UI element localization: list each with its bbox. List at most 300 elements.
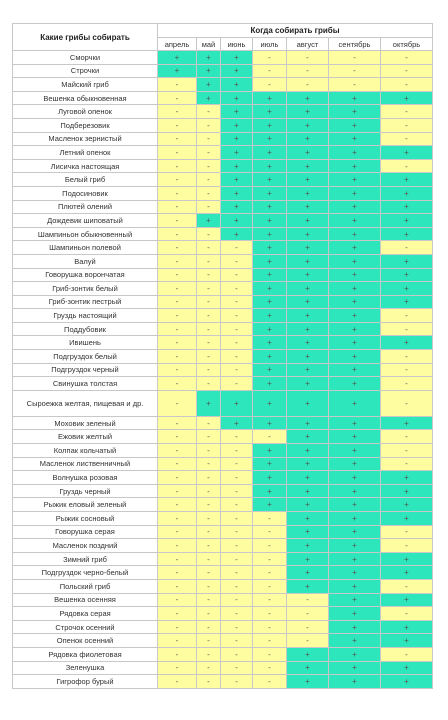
season-yes-cell: + — [329, 146, 381, 160]
season-no-cell: - — [197, 350, 221, 364]
table-row — [13, 607, 433, 621]
season-yes-cell: + — [253, 377, 287, 391]
season-no-cell: - — [158, 146, 197, 160]
season-yes-cell: + — [329, 363, 381, 377]
header-mushroom-name: Какие грибы собирать — [13, 24, 158, 51]
season-yes-cell: + — [287, 118, 329, 132]
season-no-cell: - — [197, 186, 221, 200]
season-yes-cell: + — [329, 132, 381, 146]
season-yes-cell: + — [329, 390, 381, 416]
table-row — [13, 146, 433, 160]
table-row — [13, 350, 433, 364]
season-no-cell: - — [287, 78, 329, 92]
season-no-cell: - — [197, 282, 221, 296]
season-no-cell: - — [329, 64, 381, 78]
season-yes-cell: + — [329, 336, 381, 350]
season-no-cell: - — [197, 254, 221, 268]
season-yes-cell: + — [329, 620, 381, 634]
table-row — [13, 241, 433, 255]
season-no-cell: - — [197, 295, 221, 309]
season-yes-cell: + — [287, 105, 329, 119]
season-yes-cell: + — [253, 159, 287, 173]
season-no-cell: - — [197, 552, 221, 566]
season-yes-cell: + — [287, 498, 329, 512]
mushroom-name: Рыжик еловый зеленый — [13, 498, 158, 512]
mushroom-name: Груздь черный — [13, 484, 158, 498]
season-no-cell: - — [158, 322, 197, 336]
season-yes-cell: + — [287, 268, 329, 282]
season-yes-cell: + — [381, 146, 433, 160]
season-no-cell: - — [381, 444, 433, 458]
season-yes-cell: + — [221, 146, 253, 160]
season-yes-cell: + — [329, 105, 381, 119]
mushroom-name: Подгруздок черный — [13, 363, 158, 377]
season-no-cell: - — [158, 552, 197, 566]
season-no-cell: - — [197, 634, 221, 648]
season-no-cell: - — [197, 200, 221, 214]
season-no-cell: - — [253, 634, 287, 648]
mushroom-name: Волнушка розовая — [13, 471, 158, 485]
season-no-cell: - — [287, 634, 329, 648]
season-yes-cell: + — [329, 634, 381, 648]
season-no-cell: - — [253, 579, 287, 593]
season-no-cell: - — [253, 525, 287, 539]
season-yes-cell: + — [329, 593, 381, 607]
season-no-cell: - — [158, 675, 197, 689]
table-body — [13, 51, 433, 689]
season-no-cell: - — [221, 647, 253, 661]
mushroom-name: Луговой опенок — [13, 105, 158, 119]
season-no-cell: - — [158, 159, 197, 173]
season-yes-cell: + — [253, 390, 287, 416]
season-yes-cell: + — [221, 416, 253, 430]
season-yes-cell: + — [221, 64, 253, 78]
season-yes-cell: + — [287, 457, 329, 471]
season-yes-cell: + — [253, 350, 287, 364]
season-yes-cell: + — [329, 416, 381, 430]
table-row — [13, 64, 433, 78]
mushroom-name: Подберезовик — [13, 118, 158, 132]
season-yes-cell: + — [158, 64, 197, 78]
season-no-cell: - — [221, 282, 253, 296]
season-yes-cell: + — [197, 64, 221, 78]
table-row — [13, 579, 433, 593]
season-yes-cell: + — [329, 647, 381, 661]
season-no-cell: - — [253, 647, 287, 661]
season-no-cell: - — [253, 675, 287, 689]
mushroom-name: Сморчки — [13, 51, 158, 65]
mushroom-name: Белый гриб — [13, 173, 158, 187]
season-no-cell: - — [381, 430, 433, 444]
mushroom-calendar — [12, 23, 432, 689]
season-no-cell: - — [197, 430, 221, 444]
month-header: август — [287, 38, 329, 51]
season-yes-cell: + — [253, 200, 287, 214]
table-row — [13, 282, 433, 296]
month-header: сентябрь — [329, 38, 381, 51]
season-no-cell: - — [253, 661, 287, 675]
season-yes-cell: + — [329, 241, 381, 255]
mushroom-name: Летний опенок — [13, 146, 158, 160]
season-yes-cell: + — [381, 227, 433, 241]
season-no-cell: - — [158, 200, 197, 214]
table-row — [13, 675, 433, 689]
season-no-cell: - — [221, 322, 253, 336]
season-yes-cell: + — [221, 390, 253, 416]
season-yes-cell: + — [253, 498, 287, 512]
season-no-cell: - — [221, 675, 253, 689]
season-yes-cell: + — [287, 444, 329, 458]
season-no-cell: - — [158, 363, 197, 377]
season-no-cell: - — [221, 268, 253, 282]
season-yes-cell: + — [329, 566, 381, 580]
season-no-cell: - — [287, 593, 329, 607]
table-row — [13, 105, 433, 119]
table-row — [13, 552, 433, 566]
mushroom-name: Говорушка ворончатая — [13, 268, 158, 282]
season-no-cell: - — [381, 51, 433, 65]
season-yes-cell: + — [197, 91, 221, 105]
season-no-cell: - — [158, 227, 197, 241]
season-no-cell: - — [381, 457, 433, 471]
season-yes-cell: + — [381, 282, 433, 296]
season-no-cell: - — [253, 64, 287, 78]
season-yes-cell: + — [329, 254, 381, 268]
table-row — [13, 268, 433, 282]
season-yes-cell: + — [253, 471, 287, 485]
season-yes-cell: + — [329, 525, 381, 539]
season-no-cell: - — [158, 539, 197, 553]
mushroom-name: Свинушка толстая — [13, 377, 158, 391]
season-no-cell: - — [197, 647, 221, 661]
season-no-cell: - — [197, 498, 221, 512]
season-yes-cell: + — [329, 675, 381, 689]
season-yes-cell: + — [381, 593, 433, 607]
season-no-cell: - — [158, 647, 197, 661]
table-row — [13, 309, 433, 323]
season-no-cell: - — [197, 132, 221, 146]
season-yes-cell: + — [221, 51, 253, 65]
season-no-cell: - — [158, 132, 197, 146]
season-yes-cell: + — [221, 105, 253, 119]
season-yes-cell: + — [287, 579, 329, 593]
mushroom-name: Шампиньон обыкновенный — [13, 227, 158, 241]
season-no-cell: - — [221, 634, 253, 648]
season-no-cell: - — [221, 539, 253, 553]
mushroom-name: Плютей олений — [13, 200, 158, 214]
season-yes-cell: + — [381, 336, 433, 350]
season-no-cell: - — [381, 159, 433, 173]
season-yes-cell: + — [197, 390, 221, 416]
season-no-cell: - — [221, 295, 253, 309]
season-no-cell: - — [197, 471, 221, 485]
mushroom-name: Ежовик желтый — [13, 430, 158, 444]
season-yes-cell: + — [197, 78, 221, 92]
season-yes-cell: + — [221, 200, 253, 214]
season-no-cell: - — [158, 512, 197, 526]
season-no-cell: - — [197, 146, 221, 160]
season-no-cell: - — [158, 295, 197, 309]
season-no-cell: - — [158, 91, 197, 105]
season-yes-cell: + — [381, 661, 433, 675]
season-no-cell: - — [253, 566, 287, 580]
season-yes-cell: + — [287, 675, 329, 689]
season-yes-cell: + — [253, 322, 287, 336]
season-yes-cell: + — [287, 186, 329, 200]
mushroom-name: Дождевик шиповатый — [13, 214, 158, 228]
season-no-cell: - — [253, 512, 287, 526]
season-yes-cell: + — [287, 377, 329, 391]
season-no-cell: - — [221, 566, 253, 580]
season-yes-cell: + — [287, 539, 329, 553]
season-no-cell: - — [158, 457, 197, 471]
season-no-cell: - — [158, 241, 197, 255]
season-yes-cell: + — [329, 186, 381, 200]
season-yes-cell: + — [287, 173, 329, 187]
mushroom-table — [12, 23, 433, 689]
season-yes-cell: + — [329, 512, 381, 526]
season-yes-cell: + — [329, 309, 381, 323]
season-yes-cell: + — [287, 566, 329, 580]
season-yes-cell: + — [381, 512, 433, 526]
table-row — [13, 200, 433, 214]
mushroom-name: Сыроежка желтая, пищевая и др. — [13, 390, 158, 416]
season-yes-cell: + — [253, 241, 287, 255]
table-row — [13, 363, 433, 377]
mushroom-name: Рядовка серая — [13, 607, 158, 621]
season-yes-cell: + — [329, 322, 381, 336]
season-no-cell: - — [381, 607, 433, 621]
season-yes-cell: + — [253, 457, 287, 471]
season-yes-cell: + — [253, 484, 287, 498]
season-no-cell: - — [381, 363, 433, 377]
season-yes-cell: + — [381, 471, 433, 485]
season-no-cell: - — [381, 105, 433, 119]
season-no-cell: - — [381, 322, 433, 336]
table-row — [13, 91, 433, 105]
season-no-cell: - — [158, 214, 197, 228]
table-row — [13, 295, 433, 309]
season-yes-cell: + — [221, 214, 253, 228]
season-no-cell: - — [158, 78, 197, 92]
season-no-cell: - — [158, 254, 197, 268]
mushroom-name: Колпак кольчатый — [13, 444, 158, 458]
season-yes-cell: + — [253, 173, 287, 187]
season-no-cell: - — [221, 471, 253, 485]
season-no-cell: - — [158, 350, 197, 364]
season-yes-cell: + — [381, 173, 433, 187]
season-no-cell: - — [253, 620, 287, 634]
season-no-cell: - — [197, 525, 221, 539]
season-yes-cell: + — [221, 91, 253, 105]
season-no-cell: - — [197, 241, 221, 255]
table-row — [13, 539, 433, 553]
season-no-cell: - — [381, 539, 433, 553]
mushroom-name: Строчки — [13, 64, 158, 78]
season-no-cell: - — [158, 105, 197, 119]
season-yes-cell: + — [287, 227, 329, 241]
season-no-cell: - — [253, 607, 287, 621]
season-no-cell: - — [158, 282, 197, 296]
mushroom-name: Гигрофор бурый — [13, 675, 158, 689]
season-no-cell: - — [158, 416, 197, 430]
season-yes-cell: + — [221, 227, 253, 241]
mushroom-name: Рыжик сосновый — [13, 512, 158, 526]
mushroom-name: Подгруздок белый — [13, 350, 158, 364]
mushroom-name: Строчок осенний — [13, 620, 158, 634]
season-no-cell: - — [197, 363, 221, 377]
table-row — [13, 634, 433, 648]
season-yes-cell: + — [253, 282, 287, 296]
season-no-cell: - — [253, 51, 287, 65]
season-no-cell: - — [197, 444, 221, 458]
season-yes-cell: + — [329, 214, 381, 228]
season-yes-cell: + — [287, 295, 329, 309]
table-row — [13, 484, 433, 498]
season-no-cell: - — [158, 186, 197, 200]
table-row — [13, 498, 433, 512]
season-no-cell: - — [197, 159, 221, 173]
table-row — [13, 430, 433, 444]
season-yes-cell: + — [329, 173, 381, 187]
season-no-cell: - — [381, 390, 433, 416]
table-row — [13, 214, 433, 228]
season-no-cell: - — [158, 620, 197, 634]
season-no-cell: - — [381, 241, 433, 255]
season-yes-cell: + — [158, 51, 197, 65]
season-no-cell: - — [158, 377, 197, 391]
season-no-cell: - — [221, 309, 253, 323]
month-header: октябрь — [381, 38, 433, 51]
season-no-cell: - — [221, 241, 253, 255]
season-yes-cell: + — [381, 295, 433, 309]
season-yes-cell: + — [253, 268, 287, 282]
season-no-cell: - — [381, 377, 433, 391]
mushroom-name: Опенок осенний — [13, 634, 158, 648]
season-yes-cell: + — [287, 254, 329, 268]
season-yes-cell: + — [221, 159, 253, 173]
season-yes-cell: + — [287, 159, 329, 173]
season-no-cell: - — [158, 471, 197, 485]
season-yes-cell: + — [381, 91, 433, 105]
table-row — [13, 132, 433, 146]
season-no-cell: - — [197, 675, 221, 689]
season-yes-cell: + — [329, 350, 381, 364]
season-no-cell: - — [381, 118, 433, 132]
season-yes-cell: + — [381, 214, 433, 228]
season-no-cell: - — [158, 309, 197, 323]
season-no-cell: - — [287, 607, 329, 621]
mushroom-name: Шампиньон полевой — [13, 241, 158, 255]
season-yes-cell: + — [287, 132, 329, 146]
table-row — [13, 525, 433, 539]
season-yes-cell: + — [287, 552, 329, 566]
season-yes-cell: + — [221, 78, 253, 92]
season-yes-cell: + — [221, 186, 253, 200]
mushroom-name: Рядовка фиолетовая — [13, 647, 158, 661]
season-yes-cell: + — [287, 91, 329, 105]
season-yes-cell: + — [253, 363, 287, 377]
table-row — [13, 444, 433, 458]
season-yes-cell: + — [329, 471, 381, 485]
season-no-cell: - — [287, 620, 329, 634]
season-no-cell: - — [197, 268, 221, 282]
month-header: май — [197, 38, 221, 51]
season-yes-cell: + — [287, 661, 329, 675]
table-row — [13, 620, 433, 634]
season-yes-cell: + — [329, 484, 381, 498]
mushroom-name: Говорушка серая — [13, 525, 158, 539]
season-no-cell: - — [253, 552, 287, 566]
season-no-cell: - — [158, 661, 197, 675]
season-no-cell: - — [253, 593, 287, 607]
table-row — [13, 457, 433, 471]
season-yes-cell: + — [253, 227, 287, 241]
season-no-cell: - — [221, 607, 253, 621]
season-no-cell: - — [158, 390, 197, 416]
season-yes-cell: + — [287, 322, 329, 336]
season-no-cell: - — [381, 579, 433, 593]
season-no-cell: - — [197, 620, 221, 634]
season-no-cell: - — [197, 336, 221, 350]
season-no-cell: - — [197, 227, 221, 241]
season-no-cell: - — [221, 350, 253, 364]
season-yes-cell: + — [329, 607, 381, 621]
season-no-cell: - — [197, 118, 221, 132]
season-yes-cell: + — [221, 118, 253, 132]
season-yes-cell: + — [329, 91, 381, 105]
table-row — [13, 227, 433, 241]
season-yes-cell: + — [253, 105, 287, 119]
mushroom-name: Вешенка обыкновенная — [13, 91, 158, 105]
season-yes-cell: + — [253, 91, 287, 105]
mushroom-name: Масленок лиственничный — [13, 457, 158, 471]
season-no-cell: - — [158, 525, 197, 539]
season-no-cell: - — [221, 525, 253, 539]
season-no-cell: - — [197, 593, 221, 607]
season-no-cell: - — [158, 607, 197, 621]
season-no-cell: - — [287, 64, 329, 78]
mushroom-name: Ивишень — [13, 336, 158, 350]
season-no-cell: - — [221, 430, 253, 444]
season-yes-cell: + — [287, 484, 329, 498]
season-no-cell: - — [197, 457, 221, 471]
season-no-cell: - — [253, 430, 287, 444]
season-no-cell: - — [221, 336, 253, 350]
season-yes-cell: + — [329, 282, 381, 296]
season-yes-cell: + — [287, 282, 329, 296]
season-yes-cell: + — [287, 336, 329, 350]
table-row — [13, 322, 433, 336]
season-no-cell: - — [329, 78, 381, 92]
mushroom-name: Лисичка настоящая — [13, 159, 158, 173]
season-yes-cell: + — [329, 430, 381, 444]
season-yes-cell: + — [287, 214, 329, 228]
season-no-cell: - — [158, 498, 197, 512]
season-yes-cell: + — [253, 295, 287, 309]
season-yes-cell: + — [287, 430, 329, 444]
season-yes-cell: + — [287, 350, 329, 364]
season-yes-cell: + — [329, 159, 381, 173]
season-yes-cell: + — [253, 309, 287, 323]
table-row — [13, 186, 433, 200]
season-no-cell: - — [381, 647, 433, 661]
month-header: апрель — [158, 38, 197, 51]
mushroom-name: Майский гриб — [13, 78, 158, 92]
season-no-cell: - — [197, 661, 221, 675]
season-no-cell: - — [381, 78, 433, 92]
season-yes-cell: + — [253, 214, 287, 228]
